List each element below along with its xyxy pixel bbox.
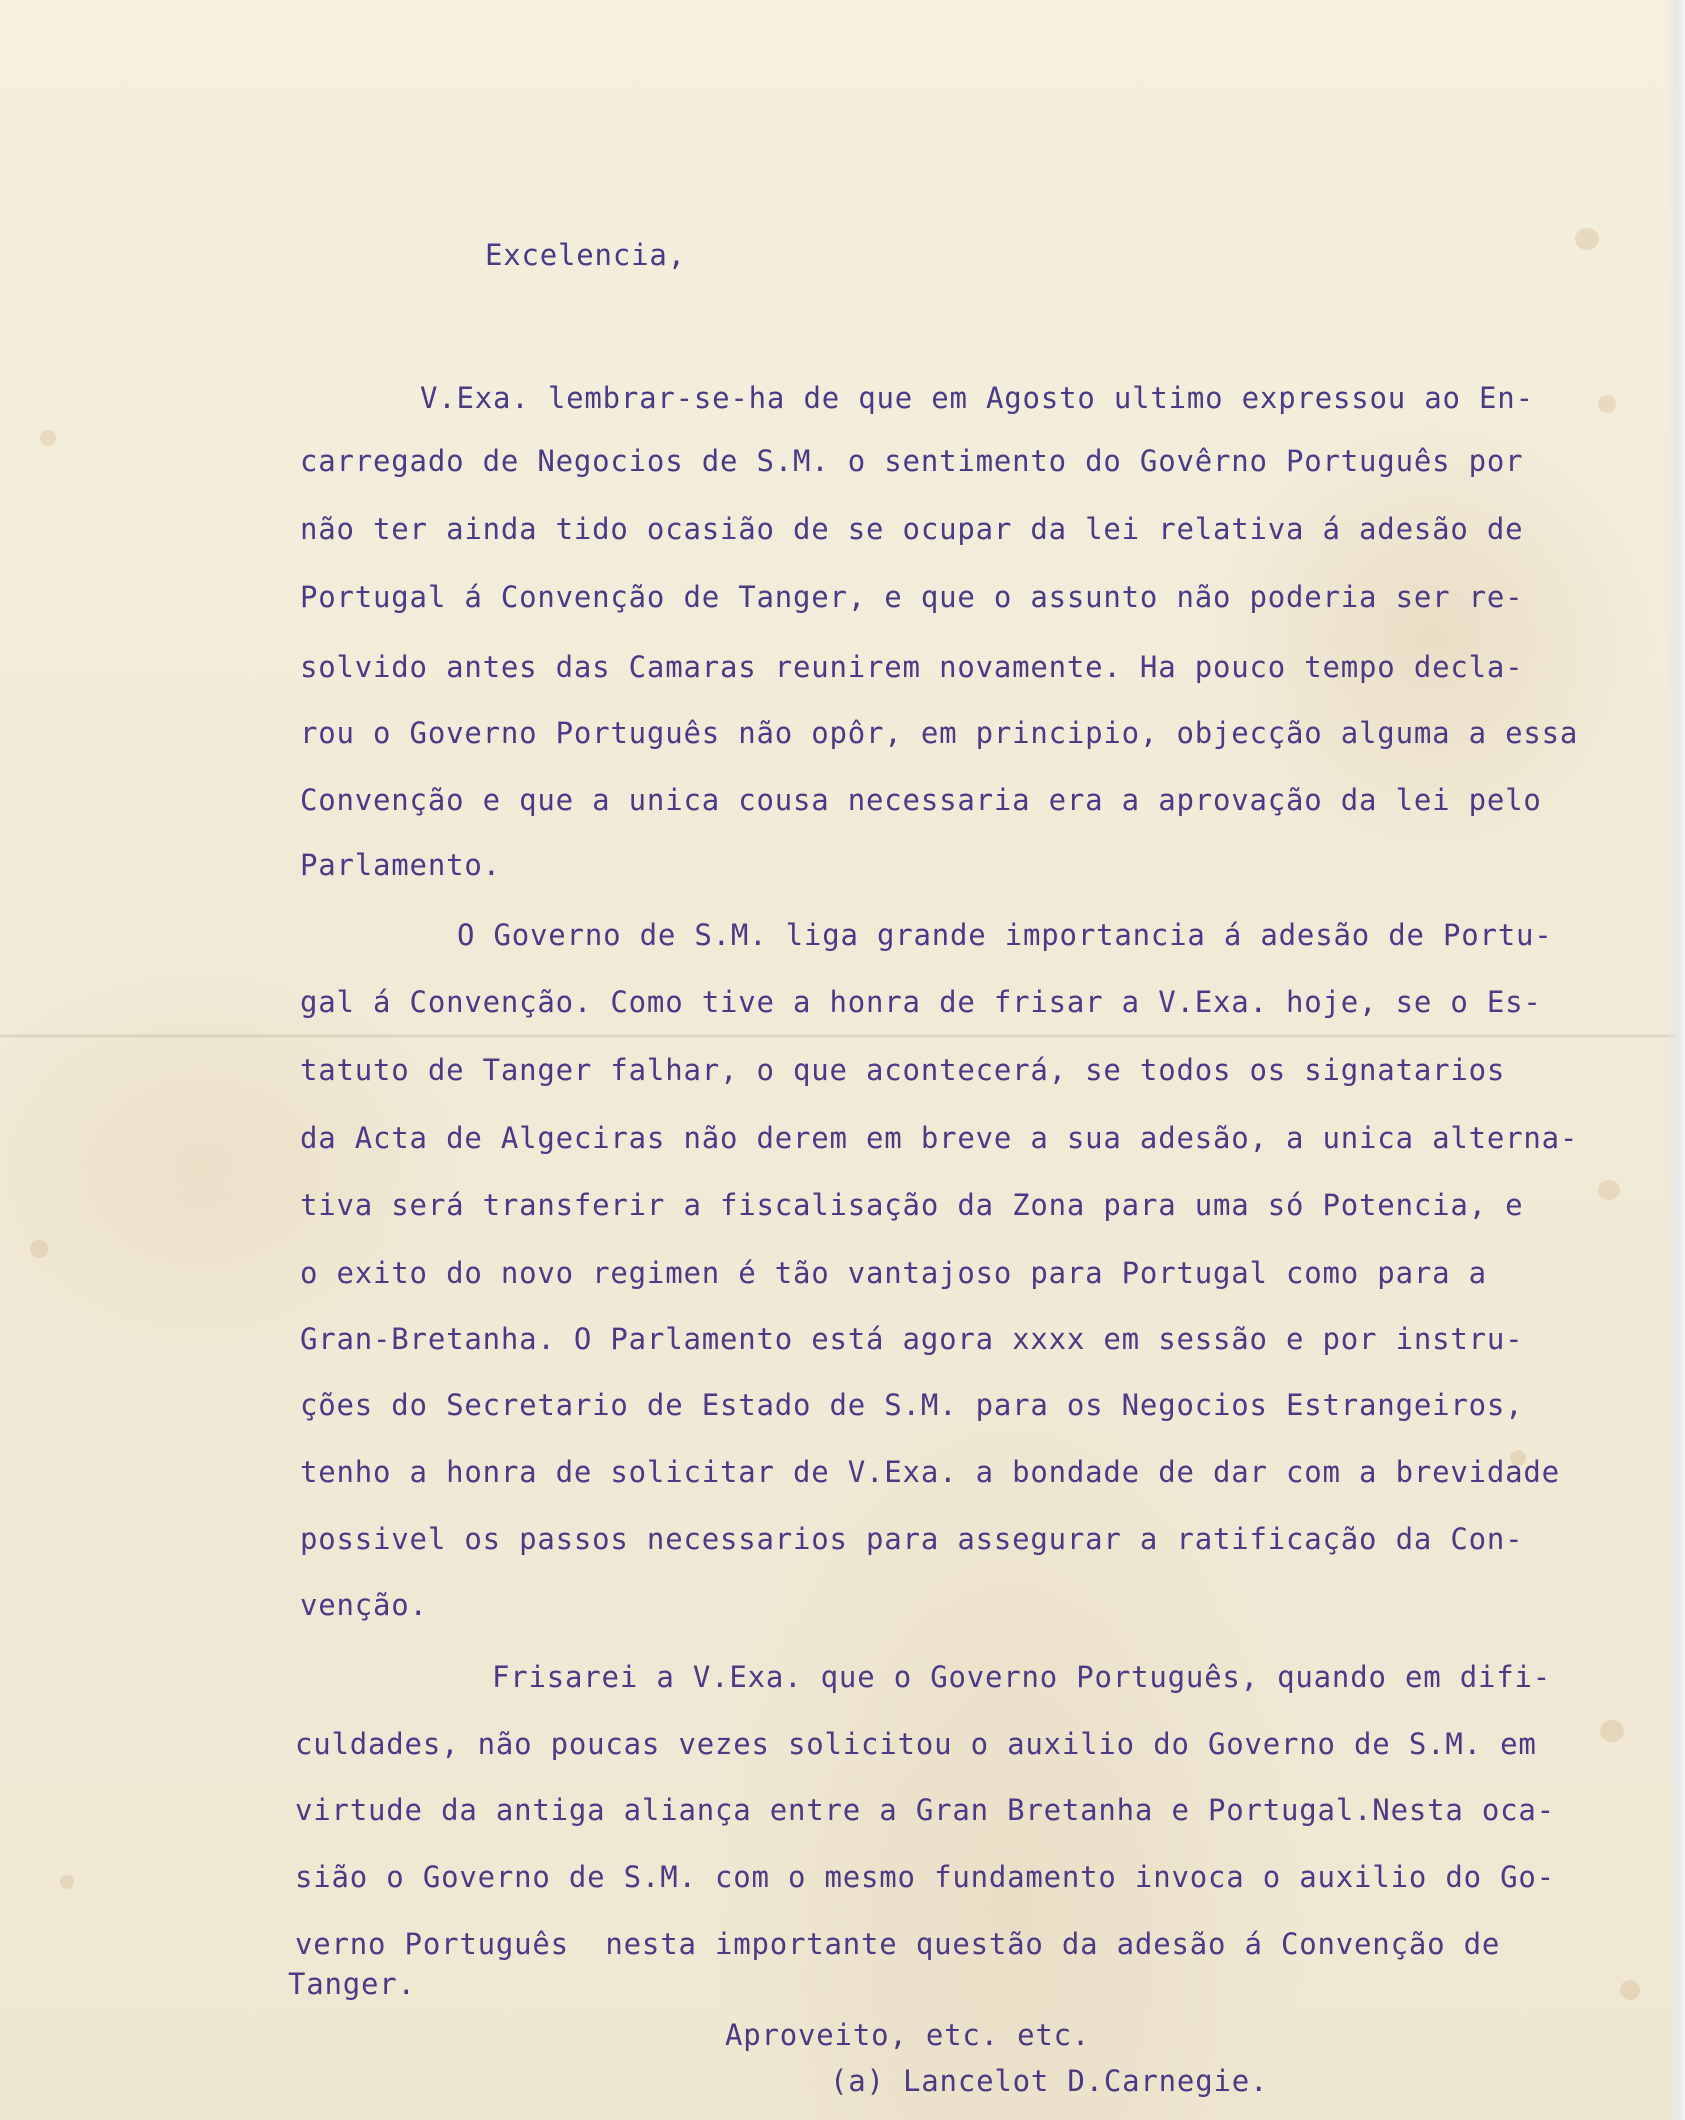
body-line: o exito do novo regimen é tão vantajoso para Portugal como para a (300, 1256, 1487, 1290)
body-line: culdades, não poucas vezes solicitou o auxilio do Governo de S.M. em (295, 1727, 1537, 1761)
body-line: gal á Convenção. Como tive a honra de frisar a V.Exa. hoje, se o Es- (300, 985, 1542, 1019)
body-line: verno Português nesta importante questão da adesão á Convenção de (295, 1927, 1501, 1961)
closing-text: Aproveito, etc. etc. (725, 2018, 1091, 2052)
body-line: Portugal á Convenção de Tanger, e que o assunto não poderia ser re- (300, 580, 1524, 614)
body-line: Tanger. (288, 1967, 416, 2001)
body-line: não ter ainda tido ocasião de se ocupar da lei relativa á adesão de (300, 512, 1524, 546)
body-line: carregado de Negocios de S.M. o sentimento do Govêrno Português por (300, 444, 1524, 478)
body-line: tenho a honra de solicitar de V.Exa. a bondade de dar com a brevidade (300, 1455, 1560, 1489)
body-line: venção. (300, 1588, 428, 1622)
body-line: Parlamento. (300, 848, 501, 882)
body-line: virtude da antiga aliança entre a Gran Bretanha e Portugal.Nesta oca- (295, 1793, 1555, 1827)
body-line: V.Exa. lembrar-se-ha de que em Agosto ultimo expressou ao En- (420, 381, 1534, 415)
body-line: tiva será transferir a fiscalisação da Zona para uma só Potencia, e (300, 1188, 1524, 1222)
body-line: O Governo de S.M. liga grande importancia á adesão de Portu- (457, 918, 1553, 952)
body-line: ções do Secretario de Estado de S.M. para os Negocios Estrangeiros, (300, 1388, 1524, 1422)
signature-text: (a) Lancelot D.Carnegie. (830, 2064, 1269, 2098)
body-line: Gran-Bretanha. O Parlamento está agora xxxx em sessão e por instru- (300, 1322, 1524, 1356)
body-line: rou o Governo Português não opôr, em principio, objecção alguma a essa (300, 716, 1579, 750)
body-line: sião o Governo de S.M. com o mesmo fundamento invoca o auxilio do Go- (295, 1860, 1555, 1894)
body-line: Frisarei a V.Exa. que o Governo Português, quando em difi- (492, 1660, 1552, 1694)
body-line: possivel os passos necessarios para assegurar a ratificação da Con- (300, 1522, 1524, 1556)
body-line: da Acta de Algeciras não derem em breve a sua adesão, a unica alterna- (300, 1121, 1579, 1155)
body-line: tatuto de Tanger falhar, o que acontecerá, se todos os signatarios (300, 1053, 1506, 1087)
salutation: Excelencia, (485, 238, 686, 272)
body-line: solvido antes das Camaras reunirem novamente. Ha pouco tempo decla- (300, 650, 1524, 684)
body-line: Convenção e que a unica cousa necessaria era a aprovação da lei pelo (300, 783, 1542, 817)
